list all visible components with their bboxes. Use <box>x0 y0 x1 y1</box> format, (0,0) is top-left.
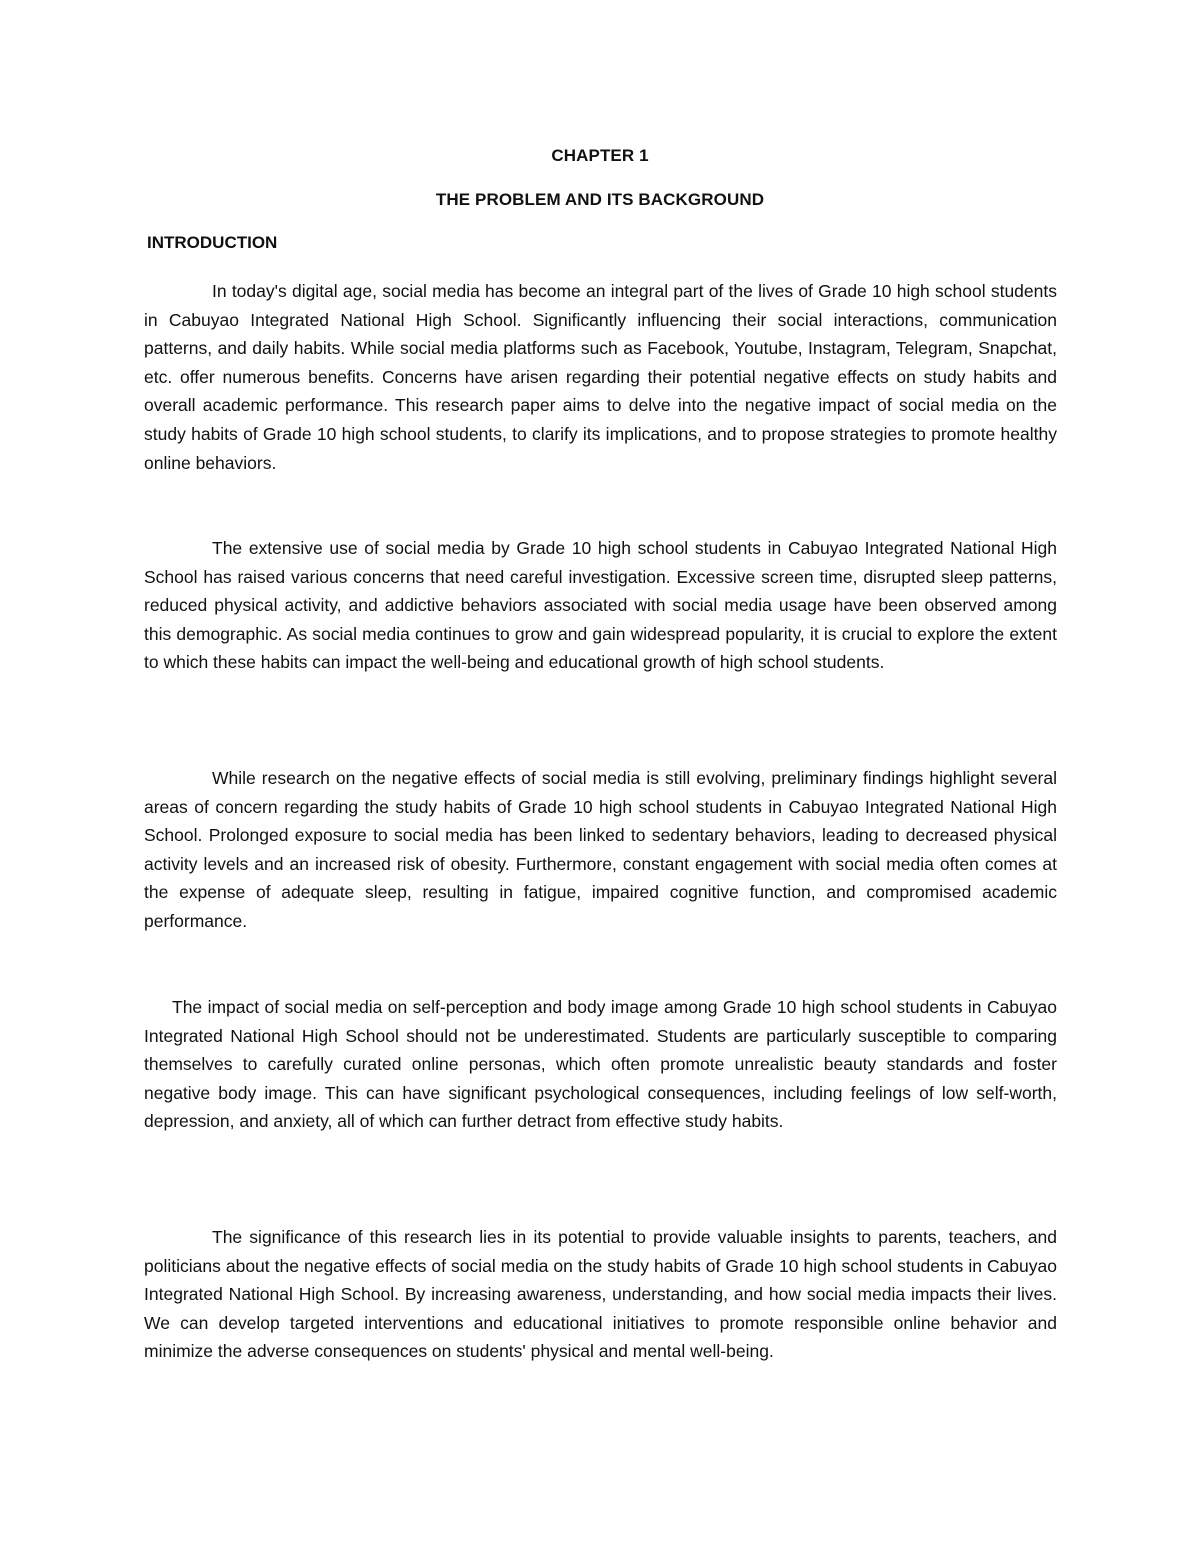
chapter-label: CHAPTER 1 <box>551 146 649 165</box>
section-heading: INTRODUCTION <box>147 233 278 252</box>
body-paragraph-4: The impact of social media on self-perception and body image among Grade 10 high school students in Cabuyao Integrated National High School should not be underestimated. Students are particularly susceptible to comparing themselves to carefully curated online personas, which often promote unrealistic beauty standards and foster negative body image. This can have significant psychological consequences, including feelings of low self-worth, depression, and anxiety, all of which can further detract from effective study habits. <box>144 997 1057 1132</box>
body-paragraph-2: The extensive use of social media by Grade 10 high school students in Cabuyao Integrated National High School has raised various concerns that need careful investigation. Excessive screen time, disrupted sleep patterns, reduced physical activity, and addictive behaviors associated with social media usage have been observed among this demographic. As social media continues to grow and gain widespread popularity, it is crucial to explore the extent to which these habits can impact the well-being and educational growth of high school students. <box>144 538 1057 673</box>
chapter-title: THE PROBLEM AND ITS BACKGROUND <box>435 190 765 209</box>
body-paragraph-3: While research on the negative effects of social media is still evolving, preliminary findings highlight several areas of concern regarding the study habits of Grade 10 high school students in Cabuyao Integrated National High School. Prolonged exposure to social media has been linked to sedentary behaviors, leading to decreased physical activity levels and an increased risk of obesity. Furthermore, constant engagement with social media often comes at the expense of adequate sleep, resulting in fatigue, impaired cognitive function, and compromised academic performance. <box>144 768 1057 931</box>
body-paragraph-5: The significance of this research lies in its potential to provide valuable insights to parents, teachers, and politicians about the negative effects of social media on the study habits of Grade 10 high school students in Cabuyao Integrated National High School. By increasing awareness, understanding, and how social media impacts their lives. We can develop targeted interventions and educational initiatives to promote responsible online behavior and minimize the adverse consequences on students' physical and mental well-being. <box>144 1227 1057 1362</box>
body-paragraph-1: In today's digital age, social media has become an integral part of the lives of Grade 10 high school students in Cabuyao Integrated National High School. Significantly influencing their social interactions, communication patterns, and daily habits. While social media platforms such as Facebook, Youtube, Instagram, Telegram, Snapchat, etc. offer numerous benefits. Concerns have arisen regarding their potential negative effects on study habits and overall academic performance. This research paper aims to delve into the negative impact of social media on the study habits of Grade 10 high school students, to clarify its implications, and to propose strategies to promote healthy online behaviors. <box>144 281 1057 473</box>
